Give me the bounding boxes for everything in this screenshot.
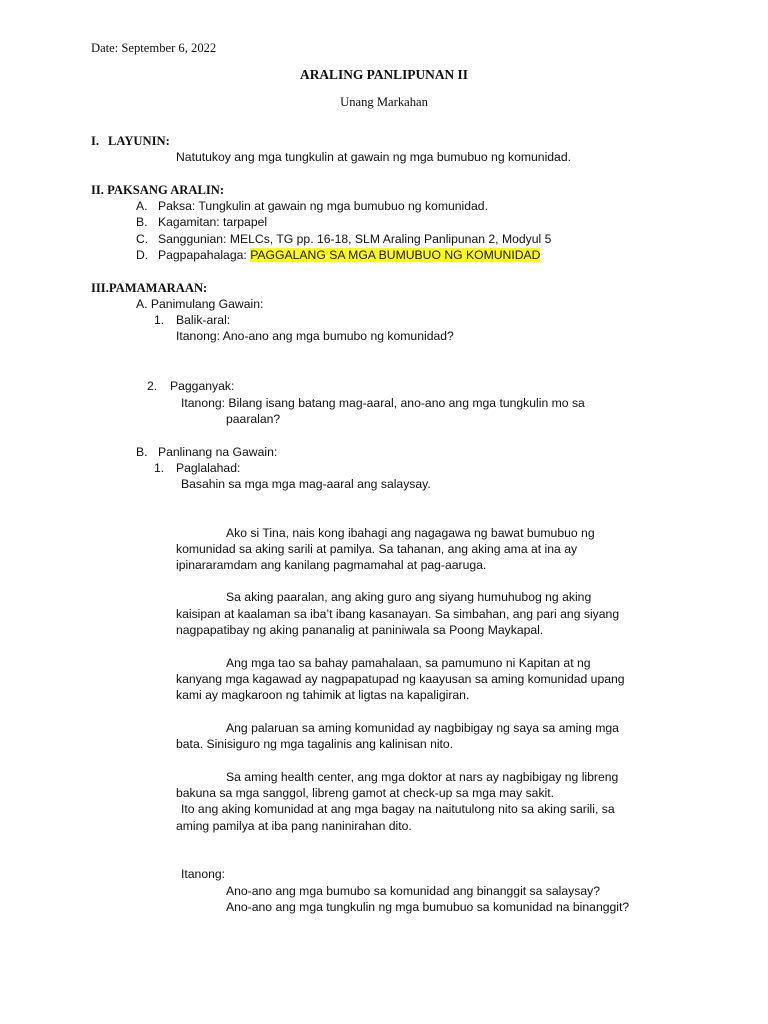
story-line: Sa aming health center, ang mga doktor at nars ay nagbibigay ng libreng: [226, 770, 619, 784]
pagganyak-question-line2: paaralan?: [226, 412, 281, 426]
paglalahad-number: 1.: [154, 461, 165, 475]
story-line: bata. Sinisiguro ng mga tagalinis ang kalinisan nito.: [176, 737, 454, 751]
panlinang-number: B.: [136, 445, 148, 459]
section2-item-a: Paksa: Tungkulin at gawain ng mga bumubuo ng komunidad.: [158, 199, 488, 213]
document-subtitle: Unang Markahan: [340, 95, 428, 109]
question-item: Ano-ano ang mga bumubo sa komunidad ang binanggit sa salaysay?: [226, 884, 601, 898]
section1-text: Natutukoy ang mga tungkulin at gawain ng mga bumubuo ng komunidad.: [176, 150, 571, 164]
section1-heading: LAYUNIN:: [108, 134, 170, 148]
story-line: bakuna sa mga sanggol, libreng gamot at check-up sa mga may sakit.: [176, 786, 555, 800]
story-line: Ang palaruan sa aming komunidad ay nagbibigay ng saya sa aming mga: [226, 721, 619, 735]
panimulang-gawain-label: A. Panimulang Gawain:: [136, 297, 264, 311]
date-line: Date: September 6, 2022: [91, 41, 217, 55]
document-title: ARALING PANLIPUNAN II: [300, 67, 468, 82]
story-line: nagpapatibay ng aking pananalig at paniniwala sa Poong Maykapal.: [176, 623, 544, 637]
story-line: ipinararamdam ang kanilang pagmamahal at pag-aaruga.: [176, 558, 487, 572]
story-line: kami ay magkaroon ng tahimik at ligtas na kapaligiran.: [176, 688, 470, 702]
story-line: komunidad sa aking sarili at pamilya. Sa tahanan, ang aking ama at ina ay: [176, 542, 578, 556]
story-line: kaisipan at kaalaman sa iba’t ibang kasanayan. Sa simbahan, ang pari ang siyang: [176, 607, 620, 621]
paglalahad-instruction: Basahin sa mga mga mag-aaral ang salaysay.: [181, 477, 431, 491]
section1-number: I.: [91, 134, 100, 148]
values-highlight: PAGGALANG SA MGA BUMUBUO NG KOMUNIDAD: [250, 248, 541, 262]
section3-heading: III.PAMAMARAAN:: [91, 281, 208, 295]
paglalahad-label: Paglalahad:: [176, 461, 241, 475]
story-line: Ang mga tao sa bahay pamahalaan, sa pamumuno ni Kapitan at ng: [226, 656, 591, 670]
panlinang-label: Panlinang na Gawain:: [158, 445, 278, 459]
section2-item-b-marker: B.: [136, 215, 148, 229]
section2-item-c: Sanggunian: MELCs, TG pp. 16-18, SLM Araling Panlipunan 2, Modyul 5: [158, 232, 552, 246]
section2-heading: II. PAKSANG ARALIN:: [91, 183, 225, 197]
section2-item-a-marker: A.: [136, 199, 148, 213]
section2-item-b: Kagamitan: tarpapel: [158, 215, 268, 229]
story-line: Sa aking paaralan, ang aking guro ang siyang humuhubog ng aking: [226, 590, 592, 604]
values-label: Pagpapahalaga:: [158, 248, 247, 262]
section2-item-d: [158, 247, 540, 263]
section2-item-c-marker: C.: [136, 232, 149, 246]
story-line: aming pamilya at iba pang naninirahan dito.: [176, 819, 412, 833]
pagganyak-label: Pagganyak:: [170, 379, 235, 393]
pagganyak-number: 2.: [147, 379, 158, 393]
itanong-label: Itanong:: [181, 867, 226, 881]
pagganyak-question-line1: Itanong: Bilang isang batang mag-aaral, ano-ano ang mga tungkulin mo sa: [181, 396, 585, 410]
section2-item-d-marker: D.: [136, 248, 149, 262]
story-line: Ako si Tina, nais kong ibahagi ang nagagawa ng bawat bumubuo ng: [226, 526, 595, 540]
story-line: Ito ang aking komunidad at ang mga bagay na naitutulong nito sa aking sarili, sa: [181, 802, 615, 816]
balik-aral-label: Balik-aral:: [176, 313, 231, 327]
balik-aral-question: Itanong: Ano-ano ang mga bumubo ng komunidad?: [176, 329, 454, 343]
question-item: Ano-ano ang mga tungkulin ng mga bumubuo sa komunidad na binanggit?: [226, 900, 630, 914]
story-line: kanyang mga kagawad ay nagpapatupad ng kaayusan sa aming komunidad upang: [176, 672, 625, 686]
balik-aral-number: 1.: [154, 313, 165, 327]
